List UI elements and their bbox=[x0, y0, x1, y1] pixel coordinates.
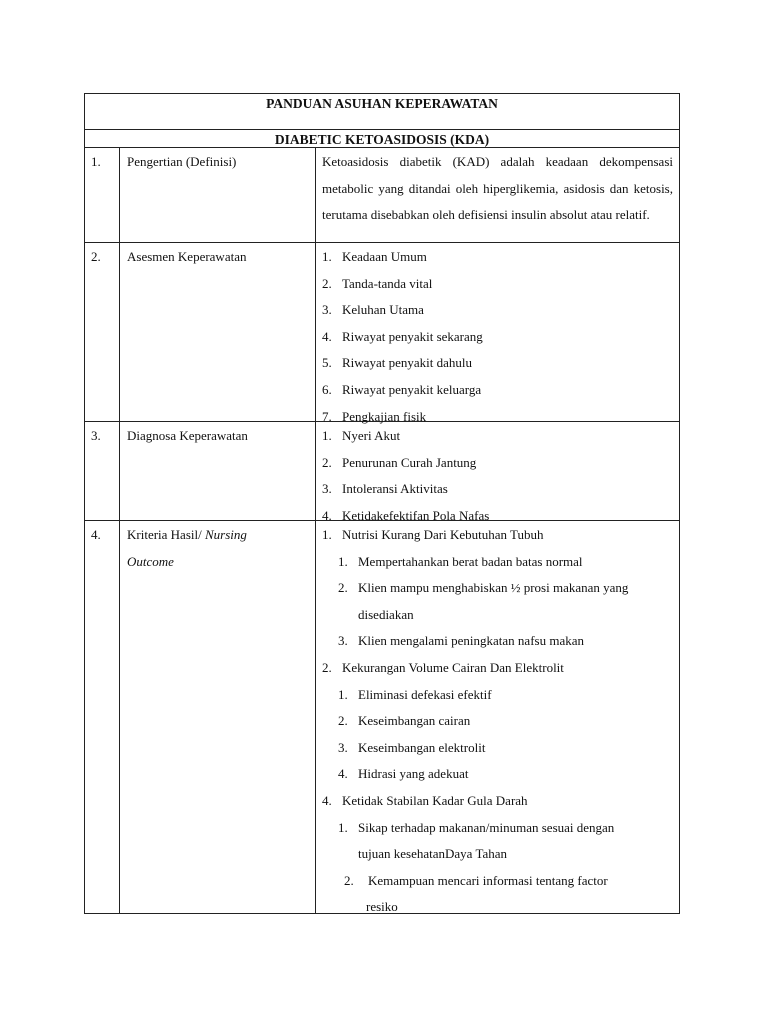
row-label: Asesmen Keperawatan bbox=[120, 243, 316, 421]
list-item: 1. Nyeri Akut bbox=[322, 428, 401, 443]
table-row-outcome bbox=[84, 520, 680, 914]
list-item: 6. Riwayat penyakit keluarga bbox=[322, 381, 482, 397]
row-number: 2. bbox=[85, 243, 120, 421]
list-item: 2. Kekurangan Volume Cairan Dan Elektrolit bbox=[322, 659, 564, 675]
table-row-assessment bbox=[84, 242, 680, 422]
nursing-guide-document bbox=[84, 93, 680, 914]
row-number: 4. bbox=[85, 521, 120, 913]
list-item: 7. Pengkajian fisik bbox=[322, 408, 427, 424]
table-row-diagnosis bbox=[84, 421, 680, 521]
list-item: 1. Keadaan Umum bbox=[322, 249, 427, 264]
sub-list-item: 1. Mempertahankan berat badan batas normal bbox=[338, 553, 583, 569]
list-item: 1. Nutrisi Kurang Dari Kebutuhan Tubuh bbox=[322, 527, 544, 542]
sub-list-item: 4. Hidrasi yang adekuat bbox=[338, 766, 469, 782]
sub-list-item: 3. Keseimbangan elektrolit bbox=[338, 739, 486, 755]
sub-list-item: 1. Sikap terhadap makanan/minuman sesuai dengan bbox=[338, 819, 615, 835]
sub-list-item: 1. Eliminasi defekasi efektif bbox=[338, 686, 492, 702]
row-label: Kriteria Hasil/ Nursing Outcome bbox=[120, 521, 316, 913]
list-item: 2. Penurunan Curah Jantung bbox=[322, 454, 477, 470]
outcome-list bbox=[316, 521, 679, 913]
sub-list-item-continuation: tujuan kesehatanDaya Tahan bbox=[358, 846, 508, 862]
assessment-list bbox=[316, 243, 679, 424]
definition-text: Ketoasidosis diabetik (KAD) adalah keadaan dekompensasi metabolic yang ditandai oleh hiperglikemia, asidosis dan ketosis, terutama disebabkan oleh defisiensi insulin absolut atau relatif. bbox=[322, 154, 673, 223]
sub-list-item: 2. Klien mampu menghabiskan ½ prosi makanan yang bbox=[338, 580, 629, 596]
document-title-cell bbox=[84, 93, 680, 129]
list-item: 5. Riwayat penyakit dahulu bbox=[322, 355, 472, 371]
list-item: 2. Tanda-tanda vital bbox=[322, 275, 433, 291]
list-item: 3. Intoleransi Aktivitas bbox=[322, 481, 448, 497]
table-row-definition bbox=[84, 147, 680, 243]
document-subtitle: DIABETIC KETOASIDOSIS (KDA) bbox=[274, 132, 490, 147]
sub-list-item-continuation: disediakan bbox=[358, 606, 414, 622]
list-item: 4. Ketidak Stabilan Kadar Gula Darah bbox=[322, 792, 528, 808]
list-item: 4. Riwayat penyakit sekarang bbox=[322, 328, 483, 344]
list-item: 4. Ketidakefektifan Pola Nafas bbox=[322, 507, 490, 523]
sub-list-item: 2. Kemampuan mencari informasi tentang factor bbox=[344, 872, 608, 888]
row-number: 1. bbox=[85, 148, 120, 242]
list-item: 3. Keluhan Utama bbox=[322, 302, 424, 318]
sub-list-item: 3. Klien mengalami peningkatan nafsu makan bbox=[338, 633, 584, 649]
document-subtitle-cell bbox=[84, 129, 680, 148]
sub-list-item: 2. Keseimbangan cairan bbox=[338, 713, 471, 729]
diagnosis-list bbox=[316, 422, 679, 523]
document-title: PANDUAN ASUHAN KEPERAWATAN bbox=[266, 96, 498, 111]
sub-list-item-continuation: resiko bbox=[366, 899, 398, 915]
row-number: 3. bbox=[85, 422, 120, 520]
row-label: Pengertian (Definisi) bbox=[120, 148, 316, 242]
row-label: Diagnosa Keperawatan bbox=[120, 422, 316, 520]
